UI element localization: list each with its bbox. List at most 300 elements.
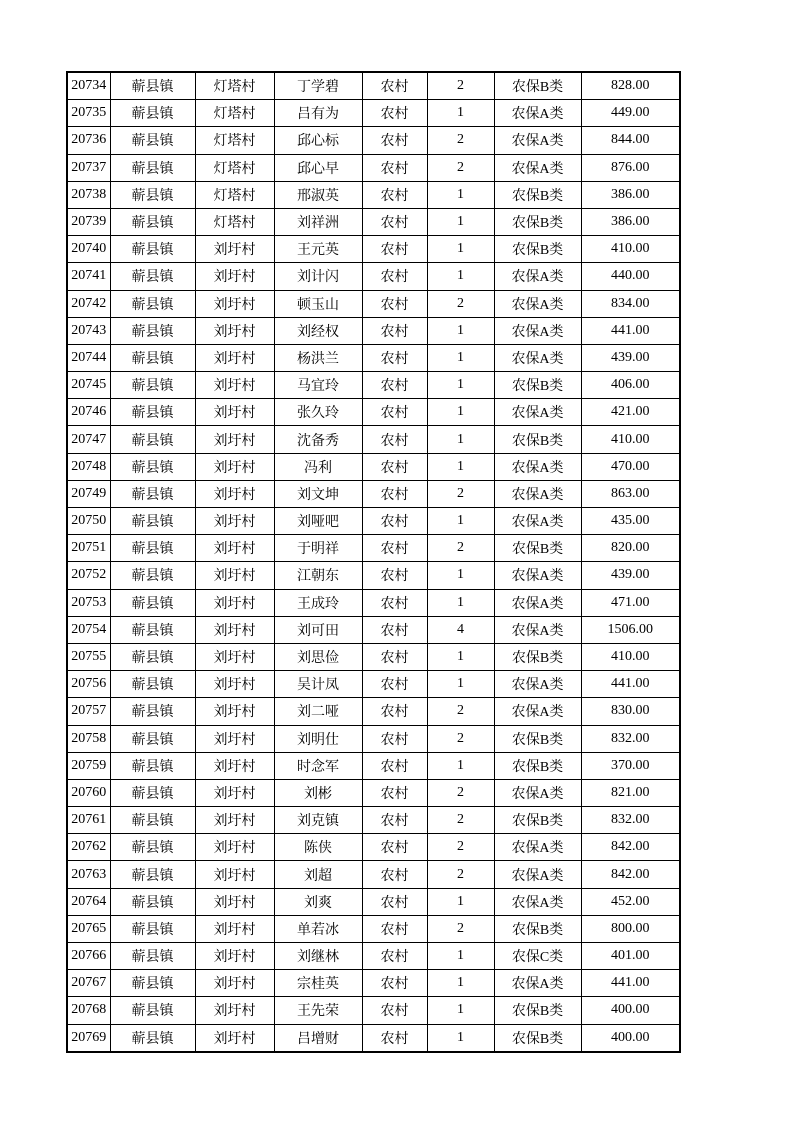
table-row	[67, 725, 680, 752]
village-cell: 刘圩村	[195, 807, 274, 834]
town-cell: 蕲县镇	[110, 236, 195, 263]
village-cell: 刘圩村	[195, 861, 274, 888]
person-count-cell: 1	[427, 208, 494, 235]
table-row	[67, 915, 680, 942]
person-name-cell: 马宜玲	[274, 372, 362, 399]
household-type-cell: 农村	[362, 970, 427, 997]
person-count-cell: 1	[427, 344, 494, 371]
serial-number-cell: 20759	[67, 752, 110, 779]
benefit-category-cell: 农保B类	[494, 372, 581, 399]
person-name-cell: 刘可田	[274, 616, 362, 643]
amount-cell: 876.00	[581, 154, 680, 181]
amount-cell: 439.00	[581, 344, 680, 371]
town-cell: 蕲县镇	[110, 752, 195, 779]
person-count-cell: 1	[427, 997, 494, 1024]
town-cell: 蕲县镇	[110, 100, 195, 127]
household-type-cell: 农村	[362, 399, 427, 426]
village-cell: 刘圩村	[195, 535, 274, 562]
benefit-category-cell: 农保B类	[494, 807, 581, 834]
benefit-category-cell: 农保B类	[494, 426, 581, 453]
person-count-cell: 2	[427, 127, 494, 154]
table-row	[67, 861, 680, 888]
town-cell: 蕲县镇	[110, 589, 195, 616]
benefit-category-cell: 农保A类	[494, 589, 581, 616]
amount-cell: 406.00	[581, 372, 680, 399]
household-type-cell: 农村	[362, 643, 427, 670]
serial-number-cell: 20735	[67, 100, 110, 127]
serial-number-cell: 20734	[67, 72, 110, 100]
village-cell: 刘圩村	[195, 317, 274, 344]
household-type-cell: 农村	[362, 1024, 427, 1052]
household-type-cell: 农村	[362, 317, 427, 344]
person-name-cell: 于明祥	[274, 535, 362, 562]
serial-number-cell: 20754	[67, 616, 110, 643]
town-cell: 蕲县镇	[110, 997, 195, 1024]
village-cell: 刘圩村	[195, 970, 274, 997]
benefit-category-cell: 农保A类	[494, 779, 581, 806]
household-type-cell: 农村	[362, 807, 427, 834]
benefit-category-cell: 农保B类	[494, 208, 581, 235]
benefit-category-cell: 农保B类	[494, 236, 581, 263]
household-type-cell: 农村	[362, 535, 427, 562]
household-type-cell: 农村	[362, 154, 427, 181]
person-count-cell: 1	[427, 453, 494, 480]
household-type-cell: 农村	[362, 589, 427, 616]
amount-cell: 828.00	[581, 72, 680, 100]
table-row	[67, 589, 680, 616]
village-cell: 刘圩村	[195, 236, 274, 263]
person-name-cell: 杨洪兰	[274, 344, 362, 371]
table-row	[67, 72, 680, 100]
serial-number-cell: 20743	[67, 317, 110, 344]
amount-cell: 441.00	[581, 970, 680, 997]
household-type-cell: 农村	[362, 100, 427, 127]
person-count-cell: 1	[427, 671, 494, 698]
table-body	[67, 72, 680, 1052]
household-type-cell: 农村	[362, 943, 427, 970]
village-cell: 刘圩村	[195, 643, 274, 670]
person-name-cell: 刘继林	[274, 943, 362, 970]
village-cell: 刘圩村	[195, 589, 274, 616]
serial-number-cell: 20738	[67, 181, 110, 208]
town-cell: 蕲县镇	[110, 508, 195, 535]
amount-cell: 820.00	[581, 535, 680, 562]
benefit-category-cell: 农保A类	[494, 399, 581, 426]
benefit-category-cell: 农保B类	[494, 72, 581, 100]
household-type-cell: 农村	[362, 915, 427, 942]
household-type-cell: 农村	[362, 372, 427, 399]
person-count-cell: 1	[427, 589, 494, 616]
benefit-category-cell: 农保C类	[494, 943, 581, 970]
village-cell: 刘圩村	[195, 453, 274, 480]
village-cell: 刘圩村	[195, 508, 274, 535]
benefit-category-cell: 农保B类	[494, 752, 581, 779]
table-row	[67, 888, 680, 915]
person-count-cell: 1	[427, 943, 494, 970]
amount-cell: 410.00	[581, 643, 680, 670]
table-row	[67, 317, 680, 344]
amount-cell: 435.00	[581, 508, 680, 535]
benefit-category-cell: 农保A类	[494, 671, 581, 698]
person-count-cell: 2	[427, 725, 494, 752]
village-cell: 刘圩村	[195, 888, 274, 915]
serial-number-cell: 20761	[67, 807, 110, 834]
town-cell: 蕲县镇	[110, 943, 195, 970]
town-cell: 蕲县镇	[110, 616, 195, 643]
town-cell: 蕲县镇	[110, 72, 195, 100]
person-name-cell: 刘超	[274, 861, 362, 888]
village-cell: 刘圩村	[195, 943, 274, 970]
table-row	[67, 290, 680, 317]
person-name-cell: 王元英	[274, 236, 362, 263]
table-row	[67, 344, 680, 371]
person-count-cell: 2	[427, 154, 494, 181]
village-cell: 灯塔村	[195, 181, 274, 208]
village-cell: 灯塔村	[195, 127, 274, 154]
village-cell: 刘圩村	[195, 834, 274, 861]
amount-cell: 844.00	[581, 127, 680, 154]
table-row	[67, 480, 680, 507]
amount-cell: 832.00	[581, 725, 680, 752]
town-cell: 蕲县镇	[110, 970, 195, 997]
household-type-cell: 农村	[362, 997, 427, 1024]
table-row	[67, 752, 680, 779]
benefit-category-cell: 农保A类	[494, 127, 581, 154]
town-cell: 蕲县镇	[110, 698, 195, 725]
village-cell: 刘圩村	[195, 426, 274, 453]
town-cell: 蕲县镇	[110, 181, 195, 208]
town-cell: 蕲县镇	[110, 807, 195, 834]
household-type-cell: 农村	[362, 236, 427, 263]
table-row	[67, 807, 680, 834]
town-cell: 蕲县镇	[110, 725, 195, 752]
person-count-cell: 1	[427, 562, 494, 589]
person-name-cell: 刘二哑	[274, 698, 362, 725]
person-count-cell: 1	[427, 1024, 494, 1052]
town-cell: 蕲县镇	[110, 426, 195, 453]
person-name-cell: 张久玲	[274, 399, 362, 426]
person-count-cell: 2	[427, 915, 494, 942]
table-row	[67, 616, 680, 643]
table-row	[67, 127, 680, 154]
person-count-cell: 1	[427, 508, 494, 535]
person-name-cell: 邢淑英	[274, 181, 362, 208]
serial-number-cell: 20746	[67, 399, 110, 426]
amount-cell: 386.00	[581, 208, 680, 235]
village-cell: 刘圩村	[195, 372, 274, 399]
person-name-cell: 刘经权	[274, 317, 362, 344]
person-count-cell: 1	[427, 100, 494, 127]
household-type-cell: 农村	[362, 725, 427, 752]
household-type-cell: 农村	[362, 779, 427, 806]
person-name-cell: 王先荣	[274, 997, 362, 1024]
person-name-cell: 刘计闪	[274, 263, 362, 290]
person-name-cell: 冯利	[274, 453, 362, 480]
person-count-cell: 1	[427, 372, 494, 399]
amount-cell: 370.00	[581, 752, 680, 779]
village-cell: 刘圩村	[195, 725, 274, 752]
table-row	[67, 236, 680, 263]
town-cell: 蕲县镇	[110, 562, 195, 589]
town-cell: 蕲县镇	[110, 290, 195, 317]
person-name-cell: 刘哑吧	[274, 508, 362, 535]
person-name-cell: 陈侠	[274, 834, 362, 861]
household-type-cell: 农村	[362, 208, 427, 235]
town-cell: 蕲县镇	[110, 480, 195, 507]
person-count-cell: 2	[427, 834, 494, 861]
amount-cell: 449.00	[581, 100, 680, 127]
serial-number-cell: 20764	[67, 888, 110, 915]
person-name-cell: 顿玉山	[274, 290, 362, 317]
town-cell: 蕲县镇	[110, 671, 195, 698]
town-cell: 蕲县镇	[110, 535, 195, 562]
benefit-category-cell: 农保A类	[494, 861, 581, 888]
benefit-category-cell: 农保B类	[494, 1024, 581, 1052]
town-cell: 蕲县镇	[110, 779, 195, 806]
table-row	[67, 208, 680, 235]
benefit-category-cell: 农保B类	[494, 535, 581, 562]
village-cell: 灯塔村	[195, 100, 274, 127]
person-name-cell: 吕增财	[274, 1024, 362, 1052]
table-row	[67, 372, 680, 399]
serial-number-cell: 20762	[67, 834, 110, 861]
town-cell: 蕲县镇	[110, 643, 195, 670]
person-name-cell: 刘祥洲	[274, 208, 362, 235]
village-cell: 灯塔村	[195, 72, 274, 100]
household-type-cell: 农村	[362, 263, 427, 290]
table-row	[67, 453, 680, 480]
person-name-cell: 时念军	[274, 752, 362, 779]
amount-cell: 863.00	[581, 480, 680, 507]
amount-cell: 452.00	[581, 888, 680, 915]
town-cell: 蕲县镇	[110, 915, 195, 942]
person-name-cell: 刘思俭	[274, 643, 362, 670]
table-row	[67, 970, 680, 997]
table-row	[67, 426, 680, 453]
benefit-category-cell: 农保B类	[494, 997, 581, 1024]
serial-number-cell: 20760	[67, 779, 110, 806]
village-cell: 刘圩村	[195, 752, 274, 779]
town-cell: 蕲县镇	[110, 263, 195, 290]
village-cell: 刘圩村	[195, 997, 274, 1024]
serial-number-cell: 20765	[67, 915, 110, 942]
table-row	[67, 181, 680, 208]
person-count-cell: 2	[427, 861, 494, 888]
person-name-cell: 刘爽	[274, 888, 362, 915]
benefit-category-cell: 农保A类	[494, 317, 581, 344]
person-name-cell: 沈备秀	[274, 426, 362, 453]
household-type-cell: 农村	[362, 616, 427, 643]
person-count-cell: 2	[427, 480, 494, 507]
serial-number-cell: 20751	[67, 535, 110, 562]
person-count-cell: 2	[427, 698, 494, 725]
serial-number-cell: 20736	[67, 127, 110, 154]
amount-cell: 800.00	[581, 915, 680, 942]
person-count-cell: 4	[427, 616, 494, 643]
table-row	[67, 643, 680, 670]
table-row	[67, 834, 680, 861]
town-cell: 蕲县镇	[110, 344, 195, 371]
household-type-cell: 农村	[362, 698, 427, 725]
amount-cell: 830.00	[581, 698, 680, 725]
table-row	[67, 508, 680, 535]
household-type-cell: 农村	[362, 888, 427, 915]
serial-number-cell: 20742	[67, 290, 110, 317]
table-row	[67, 154, 680, 181]
serial-number-cell: 20769	[67, 1024, 110, 1052]
household-type-cell: 农村	[362, 508, 427, 535]
village-cell: 刘圩村	[195, 399, 274, 426]
amount-cell: 386.00	[581, 181, 680, 208]
amount-cell: 834.00	[581, 290, 680, 317]
table-row	[67, 671, 680, 698]
person-count-cell: 1	[427, 426, 494, 453]
person-count-cell: 1	[427, 888, 494, 915]
household-type-cell: 农村	[362, 834, 427, 861]
table-row	[67, 263, 680, 290]
amount-cell: 441.00	[581, 671, 680, 698]
table-row	[67, 535, 680, 562]
person-count-cell: 1	[427, 970, 494, 997]
village-cell: 灯塔村	[195, 208, 274, 235]
pension-payment-table	[66, 71, 681, 1053]
town-cell: 蕲县镇	[110, 834, 195, 861]
person-count-cell: 2	[427, 290, 494, 317]
person-name-cell: 刘明仕	[274, 725, 362, 752]
household-type-cell: 农村	[362, 426, 427, 453]
person-count-cell: 1	[427, 752, 494, 779]
person-count-cell: 1	[427, 236, 494, 263]
serial-number-cell: 20756	[67, 671, 110, 698]
benefit-category-cell: 农保A类	[494, 508, 581, 535]
serial-number-cell: 20752	[67, 562, 110, 589]
serial-number-cell: 20755	[67, 643, 110, 670]
table-row	[67, 100, 680, 127]
household-type-cell: 农村	[362, 127, 427, 154]
benefit-category-cell: 农保A类	[494, 480, 581, 507]
town-cell: 蕲县镇	[110, 861, 195, 888]
benefit-category-cell: 农保A类	[494, 616, 581, 643]
amount-cell: 471.00	[581, 589, 680, 616]
serial-number-cell: 20739	[67, 208, 110, 235]
town-cell: 蕲县镇	[110, 154, 195, 181]
person-name-cell: 王成玲	[274, 589, 362, 616]
amount-cell: 440.00	[581, 263, 680, 290]
village-cell: 刘圩村	[195, 779, 274, 806]
benefit-category-cell: 农保A类	[494, 562, 581, 589]
benefit-category-cell: 农保A类	[494, 888, 581, 915]
amount-cell: 421.00	[581, 399, 680, 426]
household-type-cell: 农村	[362, 181, 427, 208]
person-count-cell: 2	[427, 535, 494, 562]
amount-cell: 470.00	[581, 453, 680, 480]
village-cell: 刘圩村	[195, 915, 274, 942]
amount-cell: 842.00	[581, 834, 680, 861]
person-name-cell: 丁学碧	[274, 72, 362, 100]
amount-cell: 400.00	[581, 1024, 680, 1052]
person-name-cell: 刘文坤	[274, 480, 362, 507]
amount-cell: 401.00	[581, 943, 680, 970]
benefit-category-cell: 农保A类	[494, 154, 581, 181]
household-type-cell: 农村	[362, 453, 427, 480]
benefit-category-cell: 农保B类	[494, 915, 581, 942]
village-cell: 刘圩村	[195, 698, 274, 725]
person-count-cell: 1	[427, 643, 494, 670]
household-type-cell: 农村	[362, 72, 427, 100]
village-cell: 刘圩村	[195, 671, 274, 698]
person-count-cell: 1	[427, 399, 494, 426]
town-cell: 蕲县镇	[110, 453, 195, 480]
household-type-cell: 农村	[362, 480, 427, 507]
amount-cell: 439.00	[581, 562, 680, 589]
serial-number-cell: 20737	[67, 154, 110, 181]
benefit-category-cell: 农保A类	[494, 100, 581, 127]
amount-cell: 400.00	[581, 997, 680, 1024]
household-type-cell: 农村	[362, 671, 427, 698]
person-name-cell: 邱心标	[274, 127, 362, 154]
town-cell: 蕲县镇	[110, 1024, 195, 1052]
village-cell: 刘圩村	[195, 480, 274, 507]
benefit-category-cell: 农保B类	[494, 181, 581, 208]
table-row	[67, 943, 680, 970]
serial-number-cell: 20767	[67, 970, 110, 997]
benefit-category-cell: 农保A类	[494, 834, 581, 861]
benefit-category-cell: 农保A类	[494, 453, 581, 480]
serial-number-cell: 20766	[67, 943, 110, 970]
amount-cell: 832.00	[581, 807, 680, 834]
village-cell: 灯塔村	[195, 154, 274, 181]
household-type-cell: 农村	[362, 752, 427, 779]
amount-cell: 410.00	[581, 426, 680, 453]
town-cell: 蕲县镇	[110, 372, 195, 399]
amount-cell: 1506.00	[581, 616, 680, 643]
person-count-cell: 1	[427, 317, 494, 344]
serial-number-cell: 20768	[67, 997, 110, 1024]
person-name-cell: 江朝东	[274, 562, 362, 589]
table-row	[67, 562, 680, 589]
household-type-cell: 农村	[362, 562, 427, 589]
table-row	[67, 779, 680, 806]
table-row	[67, 698, 680, 725]
person-count-cell: 1	[427, 263, 494, 290]
benefit-category-cell: 农保A类	[494, 970, 581, 997]
serial-number-cell: 20749	[67, 480, 110, 507]
serial-number-cell: 20741	[67, 263, 110, 290]
village-cell: 刘圩村	[195, 616, 274, 643]
village-cell: 刘圩村	[195, 290, 274, 317]
serial-number-cell: 20748	[67, 453, 110, 480]
village-cell: 刘圩村	[195, 263, 274, 290]
person-name-cell: 刘彬	[274, 779, 362, 806]
household-type-cell: 农村	[362, 344, 427, 371]
village-cell: 刘圩村	[195, 344, 274, 371]
person-name-cell: 吕有为	[274, 100, 362, 127]
serial-number-cell: 20763	[67, 861, 110, 888]
serial-number-cell: 20745	[67, 372, 110, 399]
serial-number-cell: 20750	[67, 508, 110, 535]
town-cell: 蕲县镇	[110, 888, 195, 915]
benefit-category-cell: 农保B类	[494, 725, 581, 752]
town-cell: 蕲县镇	[110, 399, 195, 426]
household-type-cell: 农村	[362, 290, 427, 317]
amount-cell: 441.00	[581, 317, 680, 344]
person-count-cell: 2	[427, 72, 494, 100]
benefit-category-cell: 农保B类	[494, 643, 581, 670]
benefit-category-cell: 农保A类	[494, 344, 581, 371]
amount-cell: 821.00	[581, 779, 680, 806]
person-name-cell: 邱心早	[274, 154, 362, 181]
amount-cell: 842.00	[581, 861, 680, 888]
